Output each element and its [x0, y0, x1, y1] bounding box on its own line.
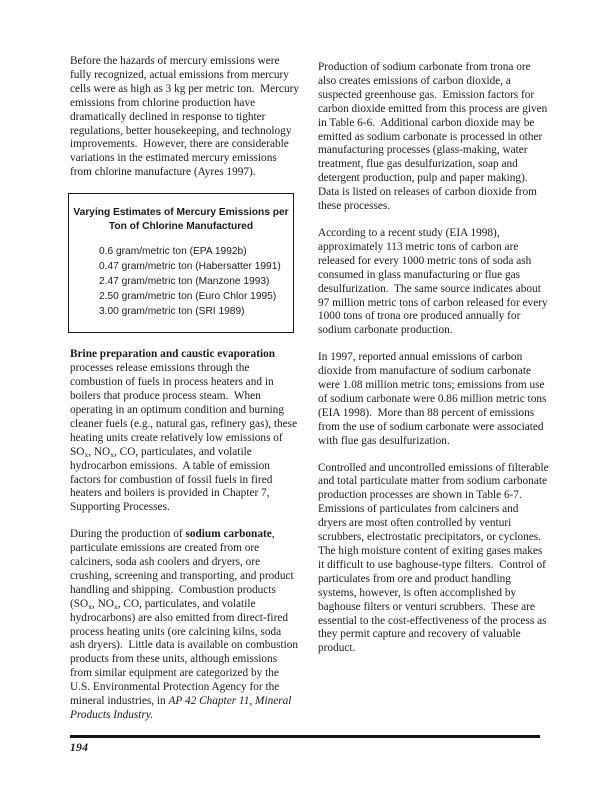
mercury-estimates-box: [68, 193, 294, 333]
footer-divider-rule: [70, 735, 540, 738]
box-item: 0.47 gram/metric ton (Habersatter 1991): [99, 261, 281, 273]
box-item: 3.00 gram/metric ton (SRI 1989): [99, 306, 245, 318]
box-item: 0.6 gram/metric ton (EPA 1992b): [99, 246, 247, 258]
box-title: [71, 206, 291, 233]
box-title-line-1: Varying Estimates of Mercury Emissions per: [73, 207, 289, 219]
box-item: 2.47 gram/metric ton (Manzone 1993): [99, 276, 270, 288]
paragraph-eia-study: According to a recent study (EIA 1998), approximately 113 metric tons of carbon are released for every 1000 metric tons of soda ash consumed in glass manufacturing or flue gas desulfurization. The same source indicates about 97 million metric tons of carbon released for every 1000 tons of trona ore produced annually for sodium carbonate production.: [318, 226, 551, 337]
box-item: 2.50 gram/metric ton (Euro Chlor 1995): [99, 291, 277, 303]
right-column: [318, 61, 552, 669]
paragraph-mercury-emissions: Before the hazards of mercury emissions were fully recognized, actual emissions from mercury cells were as high as 3 kg per metric ton. Mercury emissions from chlorine production have dramatically declined in response to tighter regulations, better housekeeping, and technology improvements. However, there are considerable variations in the estimated mercury emissions from chlorine manufacture (Ayres 1997).: [70, 55, 302, 179]
paragraph-trona-ore-co2: Production of sodium carbonate from trona ore also creates emissions of carbon dioxide, a suspected greenhouse gas. Emission factors for carbon dioxide emitted from this process are given in Table 6-6. Additional carbon dioxide may be emitted as sodium carbonate is processed in other manufacturing processes (glass-making, water treatment, flue gas desulfurization, soap and detergent production, pulp and paper making). Data is listed on releases of carbon dioxide from these processes.: [318, 61, 551, 213]
paragraph-brine-preparation: Brine preparation and caustic evaporation processes release emissions through the combustion of fuels in process heaters and in boilers that produce process steam. When operating in an optimum condition and burning cleaner fuels (e.g., natural gas, refinery gas), these heating units create relatively low emissions of $SO_x$, $NO_x$, CO, particulates, and volatile hydrocarbon emissions. A table of emission factors for combustion of fossil fuels in fired heaters and boilers is provided in Chapter 7, Supporting Processes.: [70, 348, 300, 514]
box-item-list: [99, 244, 291, 319]
box-title-line-2: Ton of Chlorine Manufactured: [108, 220, 254, 232]
paragraph-particulate-controls: Controlled and uncontrolled emissions of filterable and total particulate matter from sodium carbonate production processes are shown in Table 6-7. Emissions of particulates from calciners and dryers are most often controlled by venturi scrubbers, electrostatic precipitators, or cyclones. The high moisture content of exiting gases makes it difficult to use baghouse-type filters. Control of particulates from ore and product handling systems, however, is often accomplished by baghouse filters or venturi scrubbers. These are essential to the cost-effectiveness of the process as they permit capture and recovery of valuable product.: [318, 461, 552, 655]
paragraph-1997-emissions: In 1997, reported annual emissions of carbon dioxide from manufacture of sodium carbonate were 1.08 million metric tons; emissions from use of sodium carbonate were 0.86 million metric tons (EIA 1998). More than 88 percent of emissions from the use of sodium carbonate were associated with flue gas desulfurization.: [318, 351, 550, 447]
page-number: 194: [70, 742, 89, 754]
paragraph-sodium-carbonate-production: During the production of sodium carbonate, particulate emissions are created from ore calciners, soda ash coolers and dryers, ore crushing, screening and transporting, and product handling and shipping. Combustion products ($SO_x$, $NO_x$, CO, particulates, and volatile hydrocarbons) are also emitted from direct-fired process heating units (ore calcining kilns, soda ash dryers). Little data is available on combustion products from these units, although emissions from similar equipment are categorized by the U.S. Environmental Protection Agency for the mineral industries, in AP 42 Chapter 11, Mineral Products Industry.: [70, 528, 301, 721]
left-column: [70, 55, 302, 736]
